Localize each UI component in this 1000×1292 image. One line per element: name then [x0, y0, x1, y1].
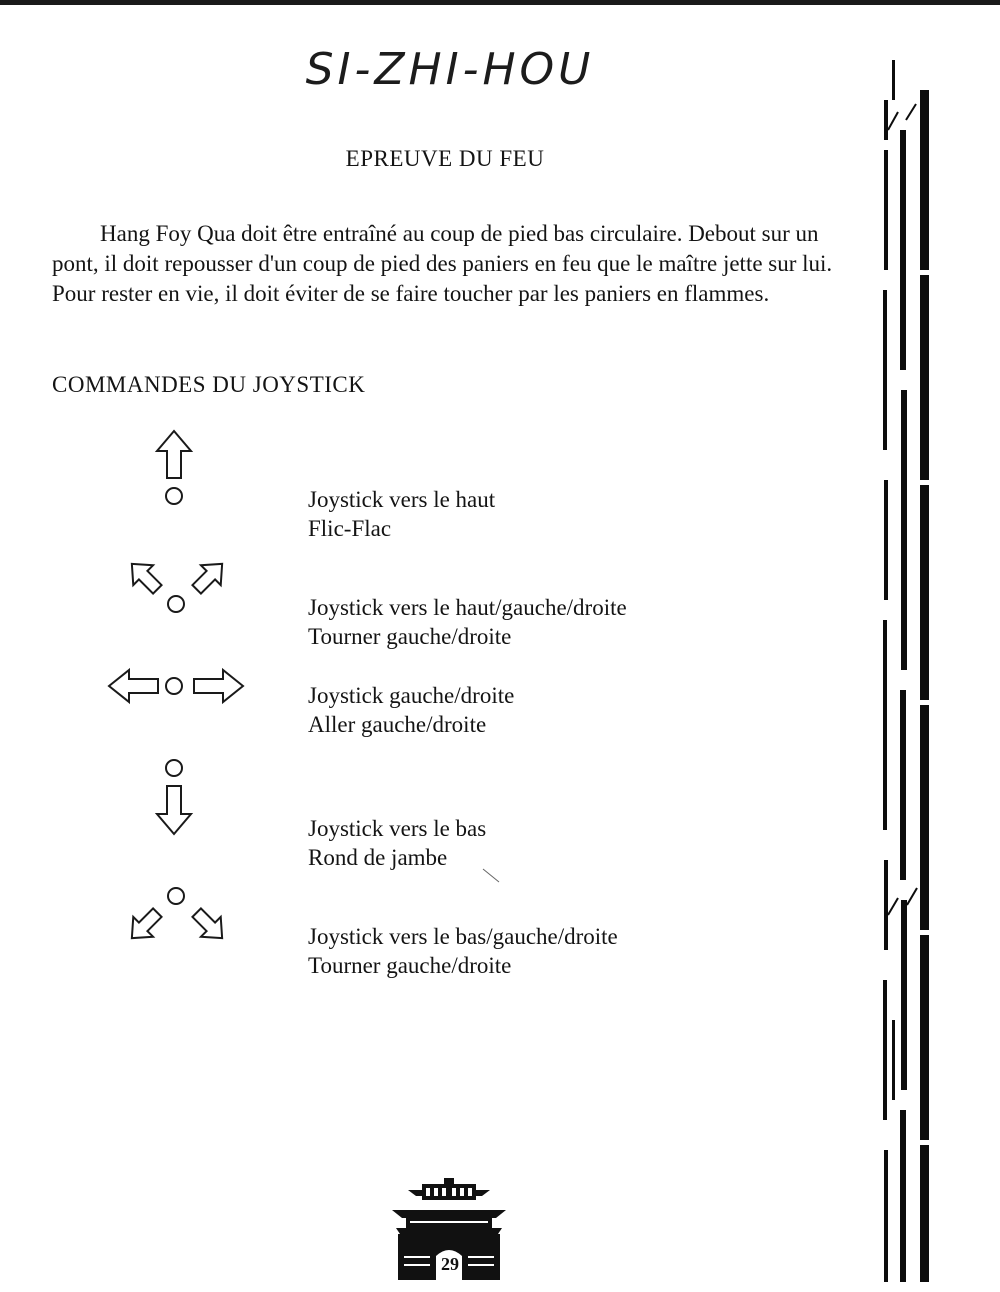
command-direction: Joystick vers le bas/gauche/droite — [308, 924, 618, 949]
commands-heading: COMMANDES DU JOYSTICK — [52, 372, 366, 397]
command-down-diagonal — [308, 922, 618, 980]
stray-mark — [480, 866, 504, 886]
command-up-diagonal — [308, 593, 627, 651]
joystick-up-icon — [150, 428, 200, 510]
top-rule — [0, 0, 1000, 5]
joystick-up-diagonal-icon — [124, 554, 230, 618]
bamboo-border-decoration — [870, 60, 930, 1282]
command-action: Flic-Flac — [308, 516, 392, 541]
joystick-down-diagonal-icon — [124, 884, 230, 948]
command-left-right — [308, 681, 514, 739]
page-subtitle: EPREUVE DU FEU — [345, 146, 545, 171]
command-action: Tourner gauche/droite — [308, 624, 512, 649]
command-direction: Joystick gauche/droite — [308, 683, 515, 708]
page-number: 29 — [441, 1254, 459, 1274]
command-direction: Joystick vers le bas — [308, 816, 487, 841]
command-up — [308, 485, 495, 543]
command-action: Tourner gauche/droite — [308, 953, 512, 978]
command-action: Aller gauche/droite — [308, 712, 487, 737]
command-direction: Joystick vers le haut/gauche/droite — [308, 595, 627, 620]
command-action: Rond de jambe — [308, 845, 448, 870]
joystick-down-icon — [150, 756, 200, 838]
page-title: SI-ZHI-HOU — [305, 44, 595, 95]
command-direction: Joystick vers le haut — [308, 487, 496, 512]
joystick-left-right-icon — [106, 666, 246, 706]
intro-paragraph: Hang Foy Qua doit être entraîné au coup de pied bas circulaire. Debout sur un pont, il doit repousser d'un coup de pied des paniers en feu que le maître jette sur lui. Pour rester en vie, il doit éviter de se faire toucher par les paniers en flammes. — [52, 221, 833, 306]
command-down — [308, 814, 486, 872]
